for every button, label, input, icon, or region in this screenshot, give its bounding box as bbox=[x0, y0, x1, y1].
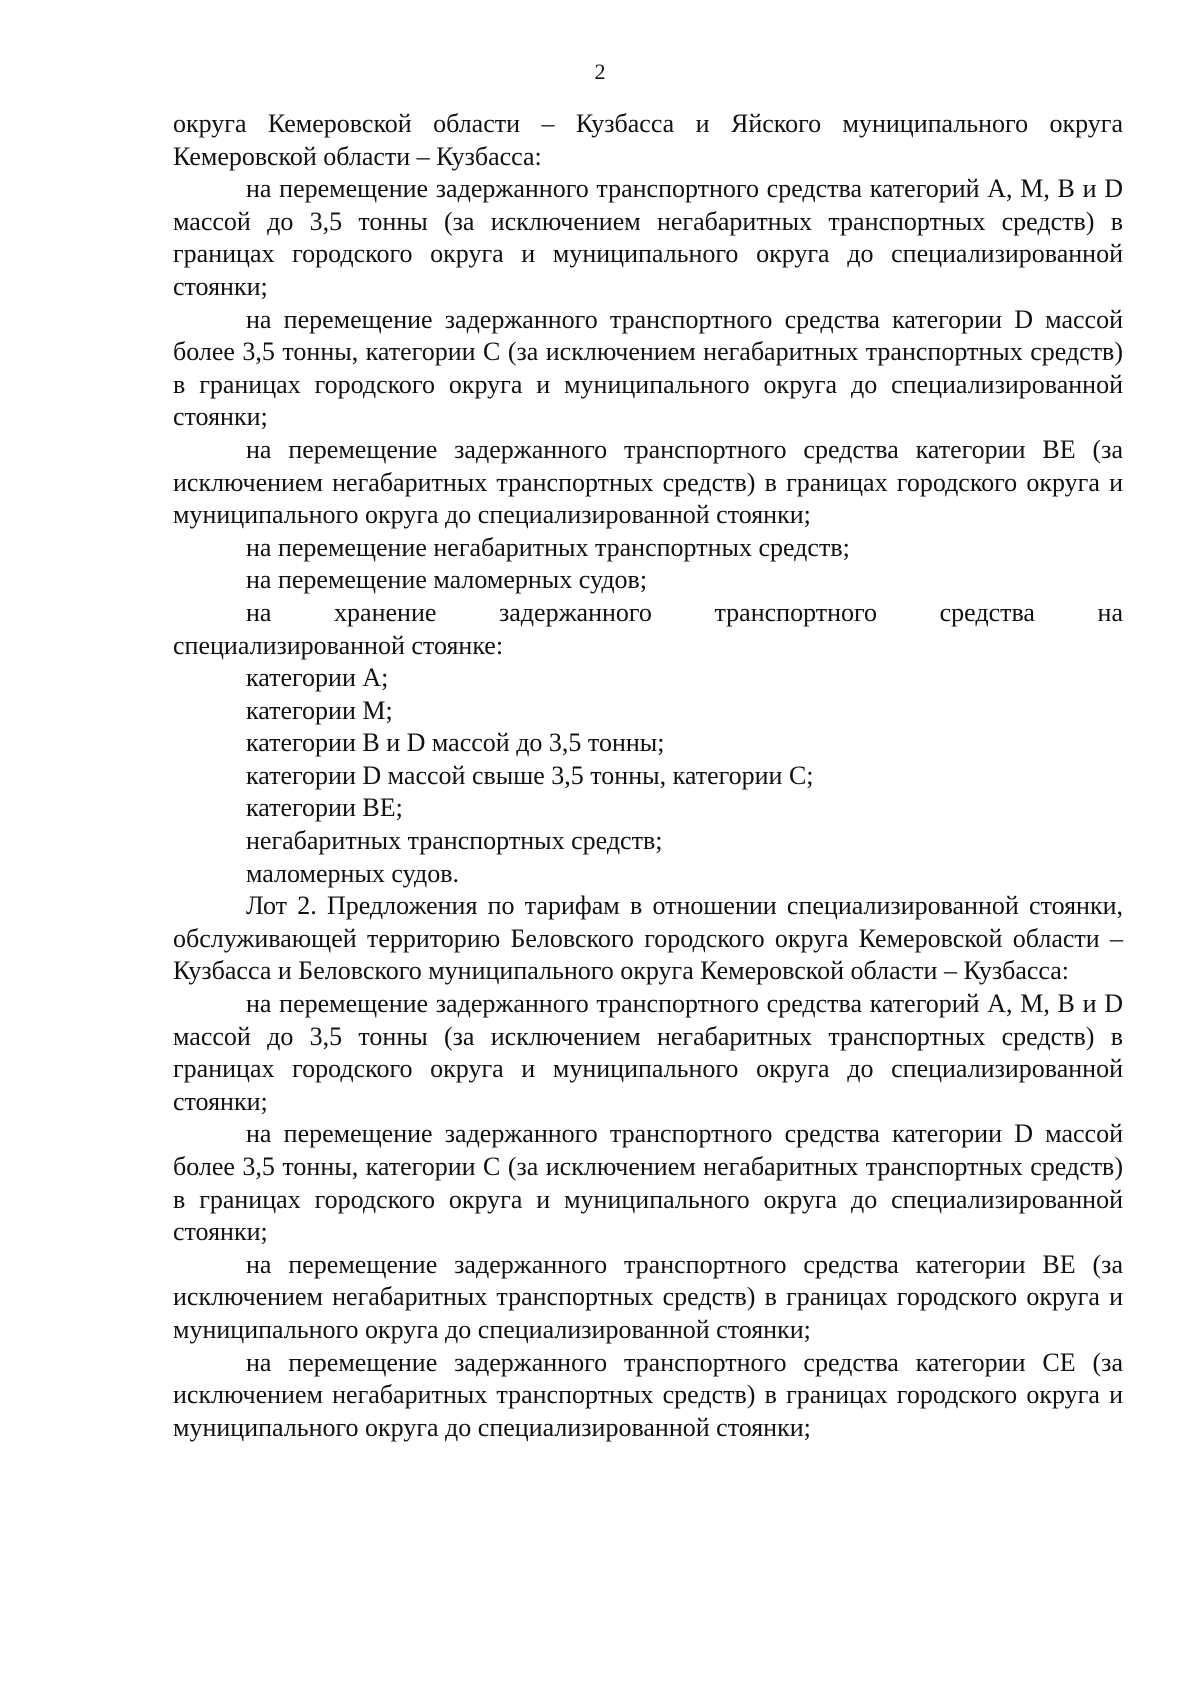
list-item-category-b-d: категории В и D массой до 3,5 тонны; bbox=[246, 728, 665, 758]
paragraph-tow-cat-amb-d: на перемещение задержанного транспортного средства категорий А, М, В и D массой до 3,5 тонны (за исключением негабаритных транспортных средств) в границах городского округа и муниципального округа до специализированной стоянки; bbox=[173, 174, 1123, 301]
paragraph-tow-oversized: на перемещение негабаритных транспортных средств; bbox=[246, 532, 850, 562]
list-item-small-vessels: маломерных судов. bbox=[246, 858, 459, 888]
paragraph-lot2-tow-cat-ce: на перемещение задержанного транспортного средства категории СЕ (за исключением негабаритных транспортных средств) в границах городского округа и муниципального округа до специализированной стоянки; bbox=[173, 1347, 1123, 1442]
storage-intro-second-line: специализированной стоянке: bbox=[173, 630, 504, 660]
paragraph-lot-2: Лот 2. Предложения по тарифам в отношении специализированной стоянки, обслуживающей территорию Беловского городского округа Кемеровской области – Кузбасса и Беловского муниципального округа Кемеровской области – Кузбасса: bbox=[173, 891, 1123, 986]
paragraph-storage-intro bbox=[173, 597, 1123, 662]
paragraph-lot2-tow-cat-be: на перемещение задержанного транспортного средства категории ВЕ (за исключением негабаритных транспортных средств) в границах городского округа и муниципального округа до специализированной стоянки; bbox=[173, 1249, 1123, 1344]
list-item-category-be: категории ВЕ; bbox=[246, 793, 403, 823]
document-body bbox=[173, 108, 1123, 1444]
paragraph-tow-small-vessels: на перемещение маломерных судов; bbox=[246, 565, 648, 595]
page-number: 2 bbox=[594, 59, 606, 84]
paragraph-lot2-tow-cat-amb-d: на перемещение задержанного транспортного средства категорий А, М, В и D массой до 3,5 тонны (за исключением негабаритных транспортных средств) в границах городского округа и муниципального округа до специализированной стоянки; bbox=[173, 989, 1123, 1116]
paragraph-tow-cat-be: на перемещение задержанного транспортного средства категории ВЕ (за исключением негабаритных транспортных средств) в границах городского округа и муниципального округа до специализированной стоянки; bbox=[173, 434, 1123, 530]
paragraph-continuation: округа Кемеровской области – Кузбасса и Яйского муниципального округа Кемеровской области – Кузбасса: bbox=[173, 109, 1123, 171]
paragraph-tow-cat-d-c: на перемещение задержанного транспортного средства категории D массой более 3,5 тонны, категории С (за исключением негабаритных транспортных средств) в границах городского округа и муниципального округа до специализированной стоянки; bbox=[173, 304, 1123, 432]
list-item-category-a: категории А; bbox=[246, 663, 389, 693]
list-item-category-d-c: категории D массой свыше 3,5 тонны, категории С; bbox=[246, 760, 814, 790]
list-item-oversized: негабаритных транспортных средств; bbox=[246, 826, 663, 856]
storage-intro-first-line: на хранение задержанного транспортного средства на bbox=[246, 597, 1123, 627]
list-item-category-m: категории М; bbox=[246, 695, 393, 725]
paragraph-lot2-tow-cat-d-c: на перемещение задержанного транспортного средства категории D массой более 3,5 тонны, категории С (за исключением негабаритных транспортных средств) в границах городского округа и муниципального округа до специализированной стоянки; bbox=[173, 1119, 1123, 1247]
